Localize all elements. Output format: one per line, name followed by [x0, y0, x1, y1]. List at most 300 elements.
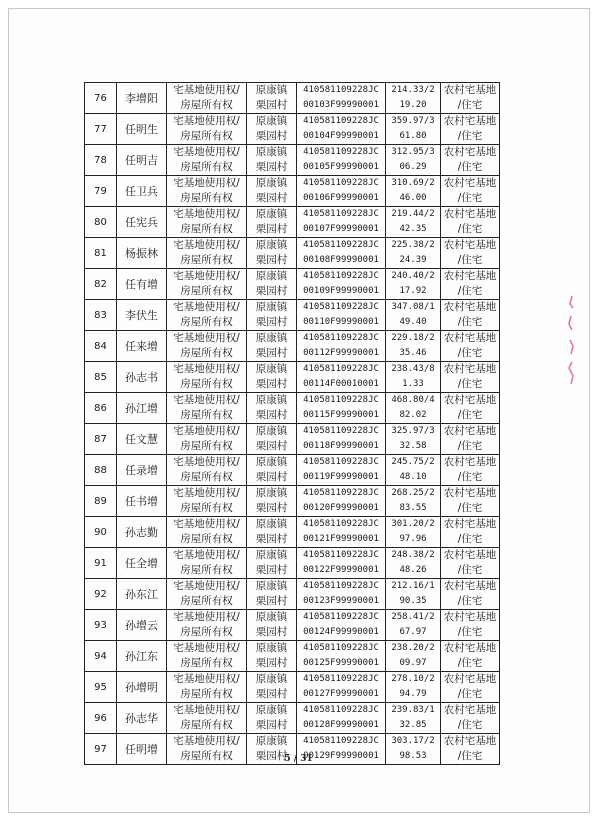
- cell-name-text: 孙志华: [125, 711, 158, 725]
- cell-name-text: 任明增: [125, 742, 158, 756]
- cell-right-type: [167, 176, 247, 207]
- cell-usage: [441, 207, 500, 238]
- cell-right-type-text: 房屋所有权: [180, 99, 233, 111]
- cell-name-text: 任录增: [125, 463, 158, 477]
- cell-unit-code: [297, 207, 386, 238]
- table-row: [85, 703, 500, 734]
- cell-unit-code-text: 410581109228JC: [303, 612, 379, 622]
- cell-usage-text: 农村宅基地: [443, 146, 497, 158]
- cell-unit-code: [297, 176, 386, 207]
- cell-unit-code-text: 410581109228JC: [303, 178, 379, 188]
- cell-right-type-text: 宅基地使用权/: [173, 115, 240, 127]
- cell-location: [247, 300, 297, 331]
- cell-location-text: 原康镇: [255, 673, 288, 685]
- cell-usage: [441, 548, 500, 579]
- table-body: [85, 83, 500, 765]
- cell-unit-code-text: 00103F99990001: [303, 100, 379, 110]
- cell-area: [386, 114, 441, 145]
- cell-location-text: 栗园村: [255, 688, 288, 700]
- cell-right-type-text: 房屋所有权: [180, 440, 233, 452]
- cell-name: [117, 114, 167, 145]
- cell-area-text: 301.20/2: [391, 519, 435, 529]
- cell-location: [247, 641, 297, 672]
- cell-area-text: 48.26: [399, 565, 427, 575]
- cell-location-text: 栗园村: [255, 316, 288, 328]
- cell-right-type-text: 房屋所有权: [180, 657, 233, 669]
- cell-number-text: 96: [94, 712, 107, 724]
- cell-usage: [441, 455, 500, 486]
- cell-right-type-text: 宅基地使用权/: [173, 487, 240, 499]
- cell-area: [386, 145, 441, 176]
- cell-location-text: 栗园村: [255, 161, 288, 173]
- cell-unit-code: [297, 703, 386, 734]
- cell-number-text: 77: [94, 123, 107, 135]
- cell-location: [247, 579, 297, 610]
- cell-name: [117, 393, 167, 424]
- cell-area: [386, 238, 441, 269]
- cell-unit-code-text: 00129F99990001: [303, 751, 379, 761]
- cell-unit-code-text: 00123F99990001: [303, 596, 379, 606]
- cell-number-text: 91: [94, 557, 107, 569]
- cell-area-text: 09.97: [399, 658, 427, 668]
- cell-location: [247, 455, 297, 486]
- cell-location: [247, 672, 297, 703]
- cell-right-type-text: 宅基地使用权/: [173, 456, 240, 468]
- cell-location-text: 栗园村: [255, 657, 288, 669]
- cell-name-text: 孙东江: [125, 587, 158, 601]
- cell-unit-code-text: 410581109228JC: [303, 736, 379, 746]
- cell-location-text: 栗园村: [255, 533, 288, 545]
- cell-usage: [441, 641, 500, 672]
- cell-area: [386, 362, 441, 393]
- cell-area-text: 240.40/2: [391, 271, 435, 281]
- cell-location-text: 原康镇: [255, 301, 288, 313]
- cell-location-text: 原康镇: [255, 84, 288, 96]
- cell-right-type-text: 房屋所有权: [180, 626, 233, 638]
- cell-name-text: 任文慧: [125, 432, 158, 446]
- table-row: [85, 424, 500, 455]
- cell-unit-code: [297, 517, 386, 548]
- cell-usage: [441, 672, 500, 703]
- table-row: [85, 114, 500, 145]
- cell-name-text: 任卫兵: [125, 184, 158, 198]
- cell-unit-code-text: 00108F99990001: [303, 255, 379, 265]
- cell-right-type-text: 房屋所有权: [180, 471, 233, 483]
- cell-usage: [441, 145, 500, 176]
- cell-unit-code-text: 00120F99990001: [303, 503, 379, 513]
- cell-right-type-text: 宅基地使用权/: [173, 208, 240, 220]
- cell-area-text: 32.58: [399, 441, 427, 451]
- cell-area-text: 238.43/8: [391, 364, 435, 374]
- cell-area: [386, 207, 441, 238]
- cell-name-text: 孙志书: [125, 370, 158, 384]
- cell-number-text: 85: [94, 371, 107, 383]
- cell-name-text: 孙增明: [125, 680, 158, 694]
- cell-location-text: 栗园村: [255, 223, 288, 235]
- table-row: [85, 455, 500, 486]
- cell-number: [85, 517, 117, 548]
- cell-number: [85, 393, 117, 424]
- cell-number-text: 95: [94, 681, 107, 693]
- cell-area-text: 82.02: [399, 410, 427, 420]
- cell-unit-code: [297, 114, 386, 145]
- cell-location-text: 栗园村: [255, 750, 288, 762]
- cell-usage: [441, 114, 500, 145]
- cell-unit-code: [297, 672, 386, 703]
- cell-area-text: 67.97: [399, 627, 427, 637]
- cell-number-text: 84: [94, 340, 107, 352]
- cell-right-type-text: 宅基地使用权/: [173, 580, 240, 592]
- cell-right-type: [167, 207, 247, 238]
- cell-unit-code-text: 410581109228JC: [303, 674, 379, 684]
- cell-unit-code-text: 410581109228JC: [303, 705, 379, 715]
- cell-usage-text: 农村宅基地: [443, 549, 497, 561]
- cell-name-text: 任全增: [125, 556, 158, 570]
- cell-usage-text: /住宅: [457, 223, 483, 235]
- cell-usage-text: 农村宅基地: [443, 239, 497, 251]
- cell-name-text: 李伏生: [125, 308, 158, 322]
- cell-unit-code-text: 410581109228JC: [303, 271, 379, 281]
- cell-location: [247, 331, 297, 362]
- cell-number-text: 81: [94, 247, 107, 259]
- table-row: [85, 331, 500, 362]
- cell-area: [386, 424, 441, 455]
- cell-unit-code-text: 00115F99990001: [303, 410, 379, 420]
- cell-usage: [441, 269, 500, 300]
- cell-location: [247, 610, 297, 641]
- cell-right-type: [167, 393, 247, 424]
- cell-area-text: 359.97/3: [391, 116, 435, 126]
- cell-name: [117, 610, 167, 641]
- cell-number: [85, 176, 117, 207]
- cell-name: [117, 145, 167, 176]
- cell-unit-code-text: 00128F99990001: [303, 720, 379, 730]
- cell-unit-code-text: 00118F99990001: [303, 441, 379, 451]
- cell-location: [247, 424, 297, 455]
- cell-unit-code-text: 00109F99990001: [303, 286, 379, 296]
- cell-area-text: 325.97/3: [391, 426, 435, 436]
- cell-number-text: 78: [94, 154, 107, 166]
- cell-unit-code-text: 00107F99990001: [303, 224, 379, 234]
- cell-area: [386, 579, 441, 610]
- table-row: [85, 393, 500, 424]
- cell-unit-code-text: 410581109228JC: [303, 364, 379, 374]
- registry-table: [84, 82, 500, 765]
- cell-area-text: 83.55: [399, 503, 427, 513]
- table-row: [85, 610, 500, 641]
- cell-area: [386, 517, 441, 548]
- cell-area: [386, 331, 441, 362]
- cell-name: [117, 548, 167, 579]
- cell-location-text: 栗园村: [255, 626, 288, 638]
- cell-number: [85, 238, 117, 269]
- cell-number: [85, 579, 117, 610]
- cell-name-text: 李增阳: [125, 91, 158, 105]
- cell-unit-code-text: 00112F99990001: [303, 348, 379, 358]
- cell-unit-code-text: 00104F99990001: [303, 131, 379, 141]
- cell-name-text: 任明生: [125, 122, 158, 136]
- cell-name: [117, 579, 167, 610]
- cell-area-text: 258.41/2: [391, 612, 435, 622]
- cell-location: [247, 207, 297, 238]
- cell-right-type-text: 宅基地使用权/: [173, 642, 240, 654]
- table-row: [85, 579, 500, 610]
- cell-unit-code-text: 410581109228JC: [303, 395, 379, 405]
- cell-right-type: [167, 83, 247, 114]
- cell-unit-code-text: 00114F00010001: [303, 379, 379, 389]
- cell-unit-code: [297, 455, 386, 486]
- cell-usage-text: 农村宅基地: [443, 208, 497, 220]
- cell-location-text: 原康镇: [255, 456, 288, 468]
- cell-area-text: 98.53: [399, 751, 427, 761]
- cell-right-type-text: 房屋所有权: [180, 254, 233, 266]
- cell-number: [85, 269, 117, 300]
- cell-unit-code-text: 00106F99990001: [303, 193, 379, 203]
- cell-unit-code: [297, 641, 386, 672]
- cell-usage-text: 农村宅基地: [443, 735, 497, 747]
- cell-location: [247, 83, 297, 114]
- cell-location-text: 原康镇: [255, 425, 288, 437]
- cell-unit-code: [297, 83, 386, 114]
- cell-location-text: 原康镇: [255, 549, 288, 561]
- cell-location-text: 栗园村: [255, 471, 288, 483]
- cell-area-text: 61.80: [399, 131, 427, 141]
- cell-usage: [441, 424, 500, 455]
- cell-usage-text: 农村宅基地: [443, 332, 497, 344]
- cell-location: [247, 114, 297, 145]
- cell-name: [117, 238, 167, 269]
- cell-right-type-text: 房屋所有权: [180, 347, 233, 359]
- cell-right-type-text: 宅基地使用权/: [173, 673, 240, 685]
- cell-location: [247, 176, 297, 207]
- cell-name: [117, 672, 167, 703]
- cell-right-type-text: 宅基地使用权/: [173, 270, 240, 282]
- cell-right-type-text: 宅基地使用权/: [173, 735, 240, 747]
- cell-name-text: 任明吉: [125, 153, 158, 167]
- cell-unit-code-text: 410581109228JC: [303, 116, 379, 126]
- cell-unit-code-text: 410581109228JC: [303, 147, 379, 157]
- cell-right-type-text: 房屋所有权: [180, 409, 233, 421]
- cell-area: [386, 393, 441, 424]
- cell-unit-code-text: 00122F99990001: [303, 565, 379, 575]
- cell-right-type: [167, 300, 247, 331]
- cell-usage-text: /住宅: [457, 564, 483, 576]
- cell-number-text: 82: [94, 278, 107, 290]
- cell-right-type-text: 房屋所有权: [180, 130, 233, 142]
- cell-usage-text: /住宅: [457, 719, 483, 731]
- cell-right-type-text: 房屋所有权: [180, 502, 233, 514]
- cell-right-type: [167, 455, 247, 486]
- cell-number-text: 97: [94, 743, 107, 755]
- cell-area: [386, 641, 441, 672]
- cell-right-type-text: 宅基地使用权/: [173, 704, 240, 716]
- cell-usage: [441, 331, 500, 362]
- cell-right-type-text: 房屋所有权: [180, 688, 233, 700]
- cell-usage-text: /住宅: [457, 316, 483, 328]
- cell-usage-text: /住宅: [457, 750, 483, 762]
- cell-name-text: 任来增: [125, 339, 158, 353]
- cell-usage: [441, 610, 500, 641]
- cell-right-type-text: 宅基地使用权/: [173, 425, 240, 437]
- cell-number-text: 92: [94, 588, 107, 600]
- cell-unit-code-text: 410581109228JC: [303, 333, 379, 343]
- cell-location-text: 原康镇: [255, 487, 288, 499]
- cell-name-text: 杨振林: [125, 246, 158, 260]
- cell-usage-text: /住宅: [457, 533, 483, 545]
- cell-unit-code: [297, 424, 386, 455]
- cell-area-text: 24.39: [399, 255, 427, 265]
- cell-location: [247, 548, 297, 579]
- cell-area-text: 225.38/2: [391, 240, 435, 250]
- cell-area: [386, 83, 441, 114]
- cell-unit-code: [297, 548, 386, 579]
- cell-number: [85, 703, 117, 734]
- cell-unit-code-text: 410581109228JC: [303, 488, 379, 498]
- cell-area-text: 245.75/2: [391, 457, 435, 467]
- cell-location: [247, 238, 297, 269]
- cell-right-type: [167, 269, 247, 300]
- cell-name: [117, 207, 167, 238]
- cell-area-text: 468.80/4: [391, 395, 435, 405]
- table-row: [85, 238, 500, 269]
- cell-right-type-text: 宅基地使用权/: [173, 177, 240, 189]
- table-row: [85, 672, 500, 703]
- cell-area: [386, 300, 441, 331]
- cell-area-text: 219.44/2: [391, 209, 435, 219]
- cell-name: [117, 703, 167, 734]
- cell-right-type-text: 宅基地使用权/: [173, 363, 240, 375]
- cell-location: [247, 393, 297, 424]
- cell-number-text: 76: [94, 92, 107, 104]
- cell-location-text: 栗园村: [255, 130, 288, 142]
- cell-unit-code-text: 00124F99990001: [303, 627, 379, 637]
- cell-location-text: 栗园村: [255, 502, 288, 514]
- cell-right-type-text: 房屋所有权: [180, 316, 233, 328]
- cell-right-type-text: 宅基地使用权/: [173, 239, 240, 251]
- cell-right-type: [167, 579, 247, 610]
- cell-usage-text: /住宅: [457, 471, 483, 483]
- cell-usage-text: /住宅: [457, 595, 483, 607]
- cell-location-text: 原康镇: [255, 642, 288, 654]
- cell-area: [386, 455, 441, 486]
- cell-right-type-text: 宅基地使用权/: [173, 332, 240, 344]
- cell-name: [117, 83, 167, 114]
- table-row: [85, 269, 500, 300]
- cell-number-text: 94: [94, 650, 107, 662]
- table-row: [85, 176, 500, 207]
- cell-right-type-text: 宅基地使用权/: [173, 146, 240, 158]
- cell-usage-text: 农村宅基地: [443, 611, 497, 623]
- cell-name: [117, 486, 167, 517]
- cell-right-type-text: 宅基地使用权/: [173, 518, 240, 530]
- cell-right-type: [167, 610, 247, 641]
- cell-unit-code-text: 410581109228JC: [303, 550, 379, 560]
- cell-number: [85, 548, 117, 579]
- cell-area: [386, 486, 441, 517]
- cell-area: [386, 176, 441, 207]
- cell-location: [247, 362, 297, 393]
- cell-name-text: 任有增: [125, 277, 158, 291]
- cell-usage-text: 农村宅基地: [443, 673, 497, 685]
- cell-usage-text: /住宅: [457, 409, 483, 421]
- cell-area-text: 19.20: [399, 100, 427, 110]
- cell-right-type: [167, 703, 247, 734]
- cell-number-text: 90: [94, 526, 107, 538]
- cell-usage: [441, 486, 500, 517]
- cell-number: [85, 362, 117, 393]
- cell-usage-text: 农村宅基地: [443, 394, 497, 406]
- cell-name: [117, 300, 167, 331]
- cell-location-text: 原康镇: [255, 394, 288, 406]
- cell-location-text: 栗园村: [255, 254, 288, 266]
- cell-location-text: 原康镇: [255, 704, 288, 716]
- cell-area: [386, 703, 441, 734]
- cell-location-text: 原康镇: [255, 518, 288, 530]
- cell-location-text: 原康镇: [255, 332, 288, 344]
- cell-area-text: 312.95/3: [391, 147, 435, 157]
- cell-unit-code-text: 410581109228JC: [303, 209, 379, 219]
- cell-right-type-text: 宅基地使用权/: [173, 394, 240, 406]
- cell-name-text: 孙江东: [125, 649, 158, 663]
- cell-location-text: 原康镇: [255, 208, 288, 220]
- cell-location-text: 原康镇: [255, 580, 288, 592]
- cell-usage-text: /住宅: [457, 347, 483, 359]
- cell-right-type-text: 宅基地使用权/: [173, 84, 240, 96]
- cell-location-text: 栗园村: [255, 719, 288, 731]
- cell-area-text: 248.38/2: [391, 550, 435, 560]
- cell-unit-code-text: 410581109228JC: [303, 519, 379, 529]
- cell-usage-text: 农村宅基地: [443, 301, 497, 313]
- cell-area: [386, 610, 441, 641]
- cell-right-type-text: 宅基地使用权/: [173, 611, 240, 623]
- cell-location-text: 栗园村: [255, 347, 288, 359]
- cell-usage-text: 农村宅基地: [443, 580, 497, 592]
- cell-right-type: [167, 331, 247, 362]
- cell-usage-text: 农村宅基地: [443, 487, 497, 499]
- cell-usage-text: 农村宅基地: [443, 363, 497, 375]
- cell-location-text: 原康镇: [255, 177, 288, 189]
- cell-right-type-text: 房屋所有权: [180, 285, 233, 297]
- cell-number: [85, 672, 117, 703]
- cell-unit-code: [297, 145, 386, 176]
- cell-usage-text: /住宅: [457, 285, 483, 297]
- cell-usage-text: 农村宅基地: [443, 704, 497, 716]
- cell-right-type: [167, 424, 247, 455]
- cell-number: [85, 486, 117, 517]
- cell-location-text: 栗园村: [255, 378, 288, 390]
- cell-usage-text: 农村宅基地: [443, 425, 497, 437]
- cell-unit-code: [297, 269, 386, 300]
- cell-unit-code-text: 00125F99990001: [303, 658, 379, 668]
- cell-right-type-text: 房屋所有权: [180, 378, 233, 390]
- cell-number-text: 87: [94, 433, 107, 445]
- cell-area-text: 94.79: [399, 689, 427, 699]
- cell-area-text: 229.18/2: [391, 333, 435, 343]
- cell-right-type: [167, 362, 247, 393]
- cell-name: [117, 331, 167, 362]
- cell-location-text: 原康镇: [255, 735, 288, 747]
- cell-right-type-text: 房屋所有权: [180, 595, 233, 607]
- cell-location-text: 原康镇: [255, 611, 288, 623]
- cell-unit-code: [297, 362, 386, 393]
- cell-unit-code-text: 410581109228JC: [303, 240, 379, 250]
- cell-unit-code-text: 410581109228JC: [303, 426, 379, 436]
- cell-right-type: [167, 517, 247, 548]
- table-row: [85, 145, 500, 176]
- cell-unit-code-text: 00105F99990001: [303, 162, 379, 172]
- cell-area-text: 347.08/1: [391, 302, 435, 312]
- cell-area-text: 238.20/2: [391, 643, 435, 653]
